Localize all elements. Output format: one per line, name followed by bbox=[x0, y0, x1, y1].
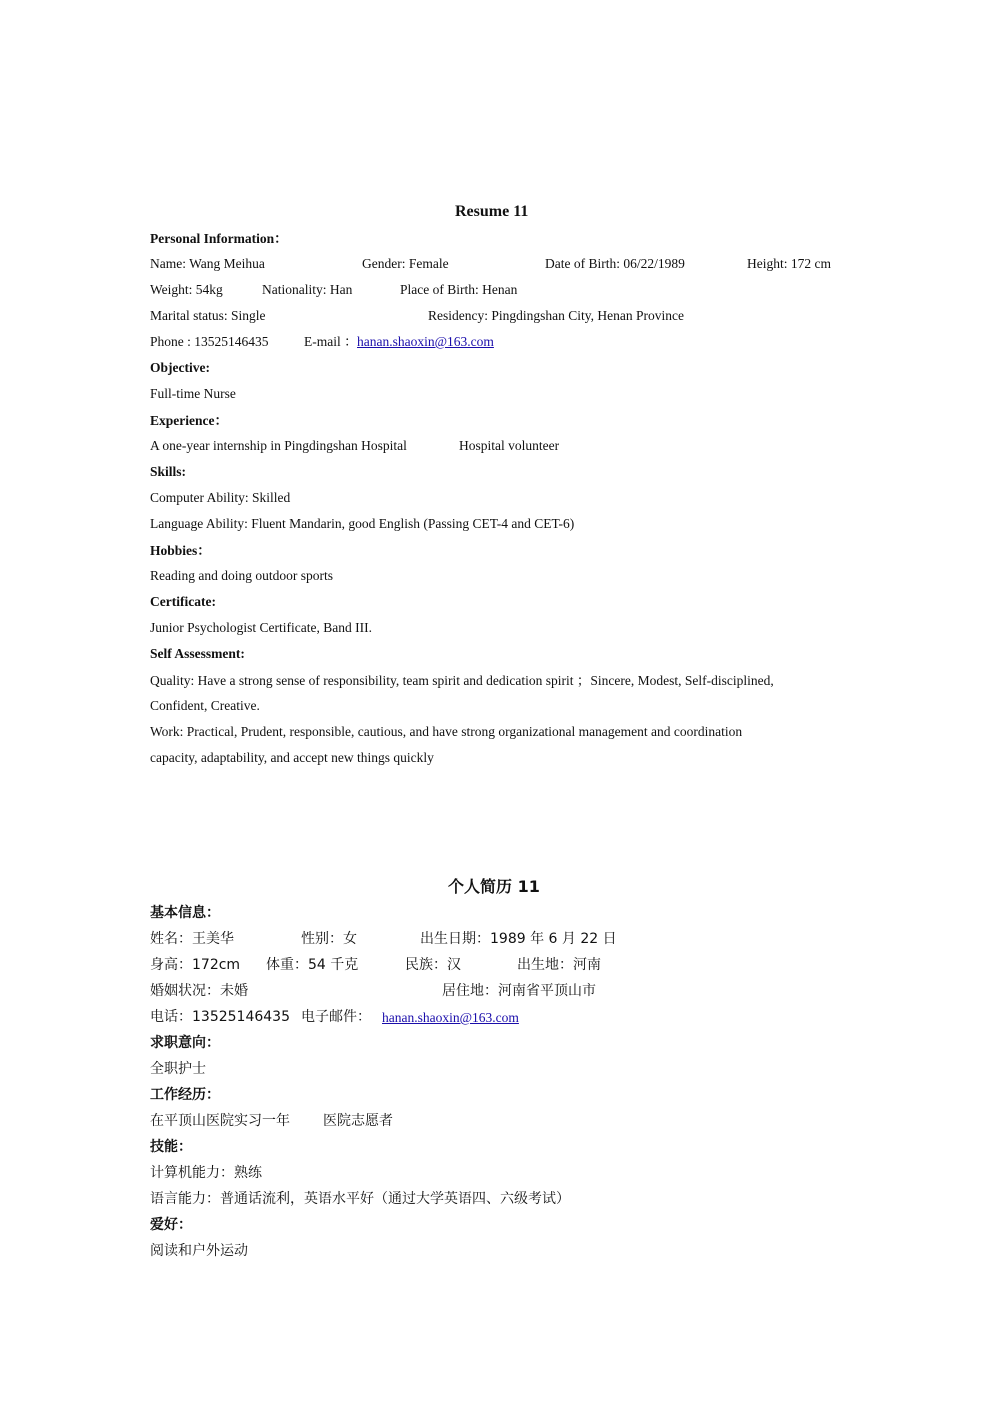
zh-skills-heading: 技能： bbox=[150, 1139, 192, 1155]
certificate-heading: Certificate: bbox=[150, 594, 216, 609]
work-line-2: capacity, adaptability, and accept new things quickly bbox=[150, 750, 434, 765]
dob-field: Date of Birth: 06/22/1989 bbox=[545, 256, 685, 271]
resume-title-en: Resume 11 bbox=[455, 203, 529, 220]
skill-language: Language Ability: Fluent Mandarin, good English (Passing CET-4 and CET-6) bbox=[150, 516, 575, 531]
certificate-text: Junior Psychologist Certificate, Band III. bbox=[150, 620, 372, 635]
zh-dob-field: 出生日期：1989 年 6 月 22 日 bbox=[420, 931, 617, 947]
basic-info-heading: 基本信息： bbox=[150, 905, 220, 921]
height-field: Height: 172 cm bbox=[747, 256, 831, 271]
zh-hobbies-text: 阅读和户外运动 bbox=[150, 1243, 248, 1259]
zh-weight-field: 体重：54 千克 bbox=[266, 957, 359, 973]
email-label: E-mail ： bbox=[304, 334, 358, 349]
nationality-field: Nationality: Han bbox=[262, 282, 353, 297]
zh-name-field: 姓名：王美华 bbox=[150, 931, 234, 947]
zh-height-field: 身高：172cm bbox=[150, 957, 241, 973]
zh-objective-heading: 求职意向： bbox=[150, 1035, 220, 1051]
zh-gender-field: 性别：女 bbox=[301, 931, 357, 947]
zh-phone-field: 电话：13525146435 bbox=[150, 1009, 290, 1025]
weight-field: Weight: 54kg bbox=[150, 282, 223, 297]
quality-line-2: Confident, Creative. bbox=[150, 698, 260, 713]
zh-ethnicity-field: 民族：汉 bbox=[405, 957, 461, 973]
skills-heading: Skills: bbox=[150, 464, 187, 479]
objective-heading: Objective: bbox=[150, 360, 210, 375]
objective-text: Full-time Nurse bbox=[150, 386, 236, 401]
zh-objective-text: 全职护士 bbox=[150, 1061, 206, 1077]
hobbies-text: Reading and doing outdoor sports bbox=[150, 568, 333, 583]
self-assessment-heading: Self Assessment: bbox=[150, 646, 245, 661]
hobbies-heading: Hobbies： bbox=[150, 543, 211, 558]
personal-info-heading: Personal Information： bbox=[150, 231, 288, 246]
zh-marital-field: 婚姻状况：未婚 bbox=[150, 983, 248, 999]
gender-field: Gender: Female bbox=[362, 256, 449, 271]
residency-field: Residency: Pingdingshan City, Henan Province bbox=[428, 308, 684, 323]
place-of-birth-field: Place of Birth: Henan bbox=[400, 282, 518, 297]
quality-line-1: Quality: Have a strong sense of responsibility, team spirit and dedication spirit ；Sincere, Modest, Self-disciplined, bbox=[150, 673, 774, 688]
zh-experience-item: 医院志愿者 bbox=[323, 1113, 393, 1129]
zh-skill-computer: 计算机能力：熟练 bbox=[150, 1165, 262, 1181]
phone-field: Phone : 13525146435 bbox=[150, 334, 269, 349]
zh-residence-field: 居住地：河南省平顶山市 bbox=[442, 983, 596, 999]
zh-email-label: 电子邮件： bbox=[301, 1009, 371, 1025]
zh-skill-language: 语言能力：普通话流利，英语水平好（通过大学英语四、六级考试） bbox=[150, 1191, 570, 1207]
zh-hobbies-heading: 爱好： bbox=[150, 1217, 192, 1233]
zh-experience-heading: 工作经历： bbox=[150, 1087, 220, 1103]
resume-title-zh: 个人简历 11 bbox=[448, 877, 540, 896]
marital-status-field: Marital status: Single bbox=[150, 308, 266, 323]
work-line-1: Work: Practical, Prudent, responsible, cautious, and have strong organizational management and coordination bbox=[150, 724, 743, 739]
experience-item: Hospital volunteer bbox=[459, 438, 560, 453]
experience-item: A one-year internship in Pingdingshan Hospital bbox=[150, 438, 407, 453]
zh-experience-item: 在平顶山医院实习一年 bbox=[150, 1113, 290, 1129]
zh-email-link[interactable]: hanan.shaoxin@163.com bbox=[382, 1010, 519, 1025]
zh-birthplace-field: 出生地：河南 bbox=[517, 957, 601, 973]
email-link[interactable]: hanan.shaoxin@163.com bbox=[357, 334, 494, 349]
name-field: Name: Wang Meihua bbox=[150, 256, 265, 271]
experience-heading: Experience： bbox=[150, 413, 228, 428]
skill-computer: Computer Ability: Skilled bbox=[150, 490, 291, 505]
